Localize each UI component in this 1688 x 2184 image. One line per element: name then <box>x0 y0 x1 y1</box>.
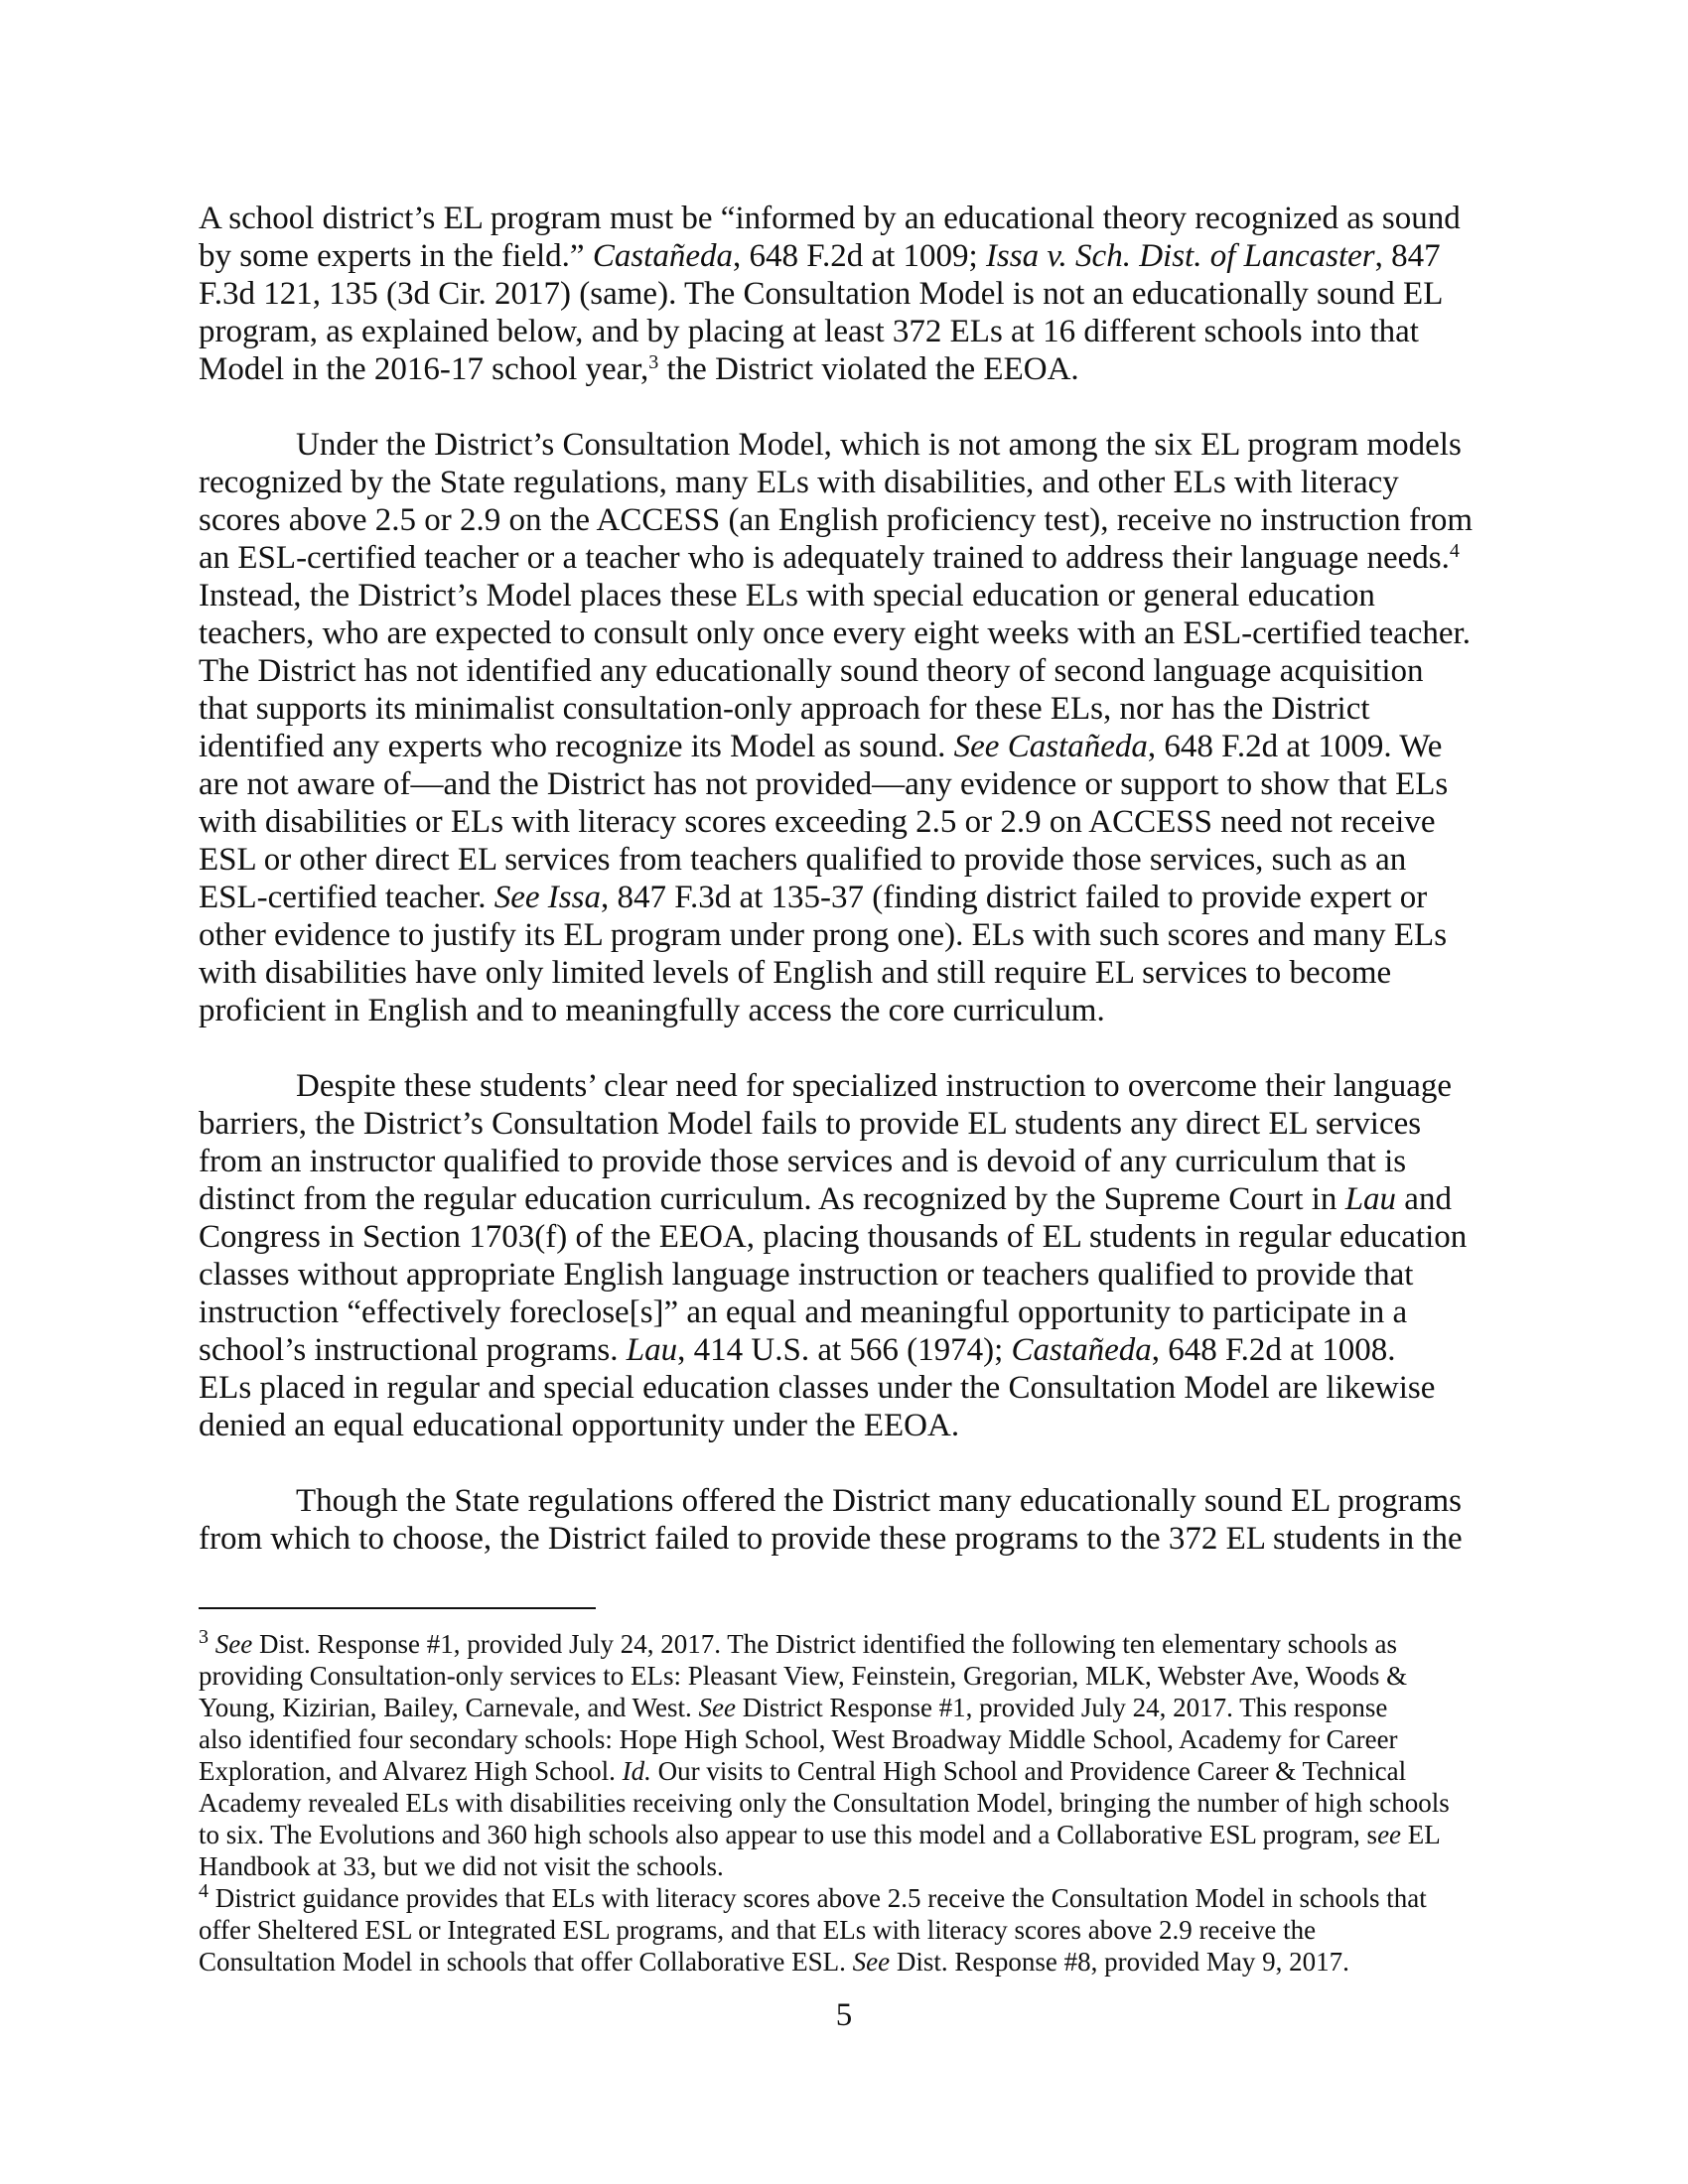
paragraph <box>199 426 1489 1029</box>
italic-citation: Castañeda <box>592 238 733 274</box>
footnote-reference: 3 <box>648 351 659 373</box>
text-run: Model in the 2016-17 school year, <box>199 351 649 387</box>
text-run: ESL or other direct EL services from teachers qualified to provide those services, such as an <box>199 842 1407 878</box>
text-line <box>199 1143 1489 1180</box>
text-run: instruction “effectively foreclose[s]” an equal and meaningful opportunity to participate in a <box>199 1295 1408 1330</box>
text-run: A school district’s EL program must be “informed by an educational theory recognized as sound <box>199 201 1461 236</box>
text-run: District guidance provides that ELs with literacy scores above 2.5 receive the Consultation Model in schools that <box>209 1883 1427 1913</box>
text-run: offer Sheltered ESL or Integrated ESL programs, and that ELs with literacy scores above 2.9 receive the <box>199 1915 1317 1945</box>
text-run: with disabilities have only limited levels of English and still require EL services to become <box>199 955 1392 991</box>
footnote-line <box>199 1628 1489 1660</box>
text-line <box>199 1105 1489 1143</box>
text-line <box>199 1218 1489 1256</box>
footnote-line <box>199 1914 1489 1946</box>
italic-citation: See Castañeda <box>953 729 1148 764</box>
text-line <box>199 916 1489 954</box>
footnote-number: 3 <box>199 1626 209 1648</box>
footnote-line <box>199 1660 1489 1692</box>
text-run: by some experts in the field.” <box>199 238 593 274</box>
text-run: Dist. Response #1, provided July 24, 2017. The District identified the following ten elementary schools as <box>252 1629 1398 1659</box>
text-line <box>199 1482 1489 1520</box>
text-run: Exploration, and Alvarez High School. <box>199 1756 623 1786</box>
footnote-line <box>199 1755 1489 1787</box>
text-run: Though the State regulations offered the District many educationally sound EL programs <box>296 1483 1462 1519</box>
text-line <box>199 1180 1489 1218</box>
text-run: from an instructor qualified to provide those services and is devoid of any curriculum that is <box>199 1144 1407 1179</box>
text-line <box>199 1256 1489 1294</box>
text-run: providing Consultation-only services to ELs: Pleasant View, Feinstein, Gregorian, MLK, Webster Ave, Woods & <box>199 1661 1408 1691</box>
text-run: Congress in Section 1703(f) of the EEOA, placing thousands of EL students in regular education <box>199 1219 1468 1255</box>
paragraph <box>199 200 1489 388</box>
text-line <box>199 539 1489 577</box>
italic-citation: See <box>214 1629 253 1659</box>
text-run: The District has not identified any educationally sound theory of second language acquisition <box>199 653 1424 689</box>
text-run: scores above 2.5 or 2.9 on the ACCESS (an English proficiency test), receive no instruction from <box>199 502 1474 538</box>
text-run: District Response #1, provided July 24, 2017. This response <box>735 1693 1388 1722</box>
text-run: recognized by the State regulations, many ELs with disabilities, and other ELs with literacy <box>199 465 1399 500</box>
text-run: Young, Kizirian, Bailey, Carnevale, and West. <box>199 1693 699 1722</box>
text-run: school’s instructional programs. <box>199 1332 627 1368</box>
footnote-line <box>199 1692 1489 1723</box>
text-run: an ESL-certified teacher or a teacher who is adequately trained to address their language needs. <box>199 540 1450 576</box>
text-run: ESL-certified teacher. <box>199 880 494 915</box>
text-line <box>199 501 1489 539</box>
text-run: , 847 <box>1374 238 1441 274</box>
italic-citation: Lau <box>1344 1181 1397 1217</box>
footnote-line <box>199 1819 1489 1850</box>
text-run: , 847 F.3d at 135-37 (finding district failed to provide expert or <box>600 880 1428 915</box>
text-run: to six. The Evolutions and 360 high schools also appear to use this model and a Collaborative ESL program, s <box>199 1820 1378 1849</box>
text-run: EL <box>1401 1820 1441 1849</box>
italic-citation: See <box>698 1693 736 1722</box>
footnote-line <box>199 1946 1489 1978</box>
text-line <box>199 765 1489 803</box>
text-line <box>199 577 1489 614</box>
text-run: F.3d 121, 135 (3d Cir. 2017) (same). The Consultation Model is not an educationally sound EL <box>199 276 1444 312</box>
text-line <box>199 464 1489 501</box>
text-line <box>199 1520 1489 1558</box>
body-text <box>199 200 1489 1595</box>
text-run: Despite these students’ clear need for specialized instruction to overcome their language <box>296 1068 1453 1104</box>
text-run: Academy revealed ELs with disabilities receiving only the Consultation Model, bringing the number of high schools <box>199 1788 1450 1818</box>
footnotes <box>199 1628 1489 1978</box>
text-line <box>199 652 1489 690</box>
text-run: denied an equal educational opportunity under the EEOA. <box>199 1408 960 1443</box>
text-run: teachers, who are expected to consult only once every eight weeks with an ESL-certified teacher. <box>199 615 1471 651</box>
footnote-line <box>199 1882 1489 1914</box>
footnote-line <box>199 1723 1489 1755</box>
text-line <box>199 426 1489 464</box>
text-line <box>199 614 1489 652</box>
text-run: classes without appropriate English language instruction or teachers qualified to provide that <box>199 1257 1414 1293</box>
text-run: identified any experts who recognize its Model as sound. <box>199 729 954 764</box>
text-run: that supports its minimalist consultation-only approach for these ELs, nor has the District <box>199 691 1370 727</box>
text-run: and <box>1396 1181 1452 1217</box>
text-run: other evidence to justify its EL program under prong one). ELs with such scores and many ELs <box>199 917 1448 953</box>
footnote-separator <box>199 1607 596 1609</box>
text-run: with disabilities or ELs with literacy scores exceeding 2.5 or 2.9 on ACCESS need not receive <box>199 804 1436 840</box>
text-line <box>199 313 1489 350</box>
text-line <box>199 237 1489 275</box>
text-run: the District violated the EEOA. <box>658 351 1079 387</box>
italic-citation: See Issa <box>493 880 601 915</box>
italic-citation: See <box>852 1947 891 1977</box>
text-line <box>199 200 1489 237</box>
text-line <box>199 841 1489 879</box>
text-line <box>199 1369 1489 1407</box>
italic-citation: ee <box>1377 1820 1402 1849</box>
text-line <box>199 879 1489 916</box>
text-line <box>199 992 1489 1029</box>
footnote-number: 4 <box>199 1880 209 1902</box>
text-run: , 414 U.S. at 566 (1974); <box>677 1332 1012 1368</box>
text-run: also identified four secondary schools: Hope High School, West Broadway Middle School, Academy for Career <box>199 1724 1398 1754</box>
text-run: , 648 F.2d at 1008. <box>1151 1332 1396 1368</box>
text-line <box>199 350 1489 388</box>
paragraph <box>199 1482 1489 1558</box>
text-run: Instead, the District’s Model places these ELs with special education or general education <box>199 578 1375 614</box>
text-run: Dist. Response #8, provided May 9, 2017. <box>890 1947 1349 1977</box>
text-run: are not aware of—and the District has not provided—any evidence or support to show that ELs <box>199 766 1449 802</box>
text-run: from which to choose, the District failed to provide these programs to the 372 EL students in the <box>199 1521 1463 1557</box>
footnote-reference: 4 <box>1449 540 1460 562</box>
italic-citation: Lau <box>626 1332 678 1368</box>
text-run: proficient in English and to meaningfully access the core curriculum. <box>199 993 1105 1028</box>
text-run: , 648 F.2d at 1009; <box>732 238 986 274</box>
text-run: program, as explained below, and by placing at least 372 ELs at 16 different schools into that <box>199 314 1419 349</box>
text-line <box>199 1407 1489 1444</box>
text-run: distinct from the regular education curriculum. As recognized by the Supreme Court in <box>199 1181 1345 1217</box>
text-run: barriers, the District’s Consultation Model fails to provide EL students any direct EL services <box>199 1106 1422 1142</box>
text-run <box>209 1629 215 1659</box>
text-line <box>199 954 1489 992</box>
text-line <box>199 803 1489 841</box>
footnote-line <box>199 1787 1489 1819</box>
footnote-line <box>199 1850 1489 1882</box>
text-run: Our visits to Central High School and Providence Career & Technical <box>650 1756 1407 1786</box>
text-run: ELs placed in regular and special education classes under the Consultation Model are likewise <box>199 1370 1436 1406</box>
text-line <box>199 728 1489 765</box>
italic-citation: Issa v. Sch. Dist. of Lancaster <box>985 238 1375 274</box>
italic-citation: Id. <box>622 1756 651 1786</box>
text-line <box>199 275 1489 313</box>
text-line <box>199 1331 1489 1369</box>
text-run: Consultation Model in schools that offer Collaborative ESL. <box>199 1947 853 1977</box>
text-run: Under the District’s Consultation Model, which is not among the six EL program models <box>296 427 1462 463</box>
text-run: Handbook at 33, but we did not visit the schools. <box>199 1851 724 1881</box>
text-run: , 648 F.2d at 1009. We <box>1147 729 1443 764</box>
text-line <box>199 1067 1489 1105</box>
text-line <box>199 690 1489 728</box>
text-line <box>199 1294 1489 1331</box>
paragraph <box>199 1067 1489 1444</box>
footnote-3 <box>199 1628 1489 1882</box>
page-number: 5 <box>835 1997 853 2033</box>
footnote-4 <box>199 1882 1489 1978</box>
italic-citation: Castañeda <box>1011 1332 1152 1368</box>
